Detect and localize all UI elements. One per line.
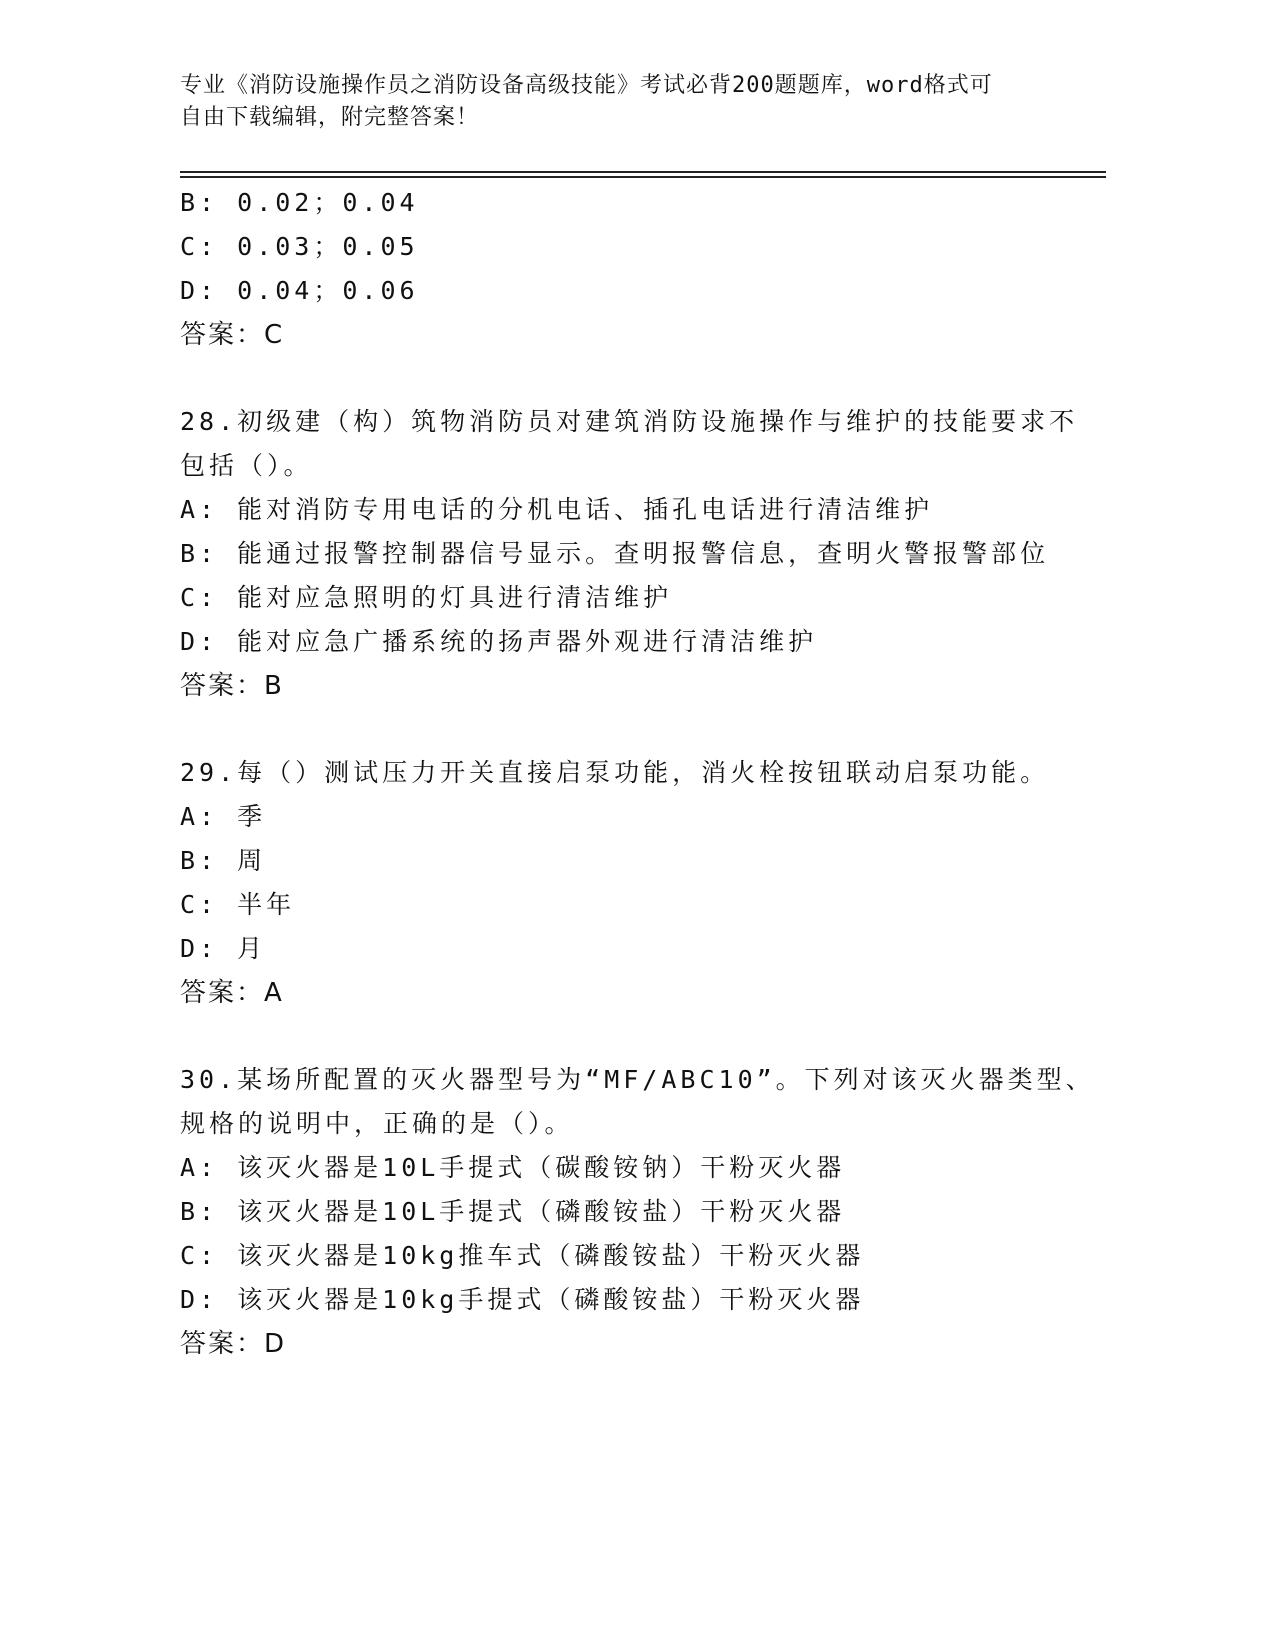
option-b: B: 能通过报警控制器信号显示。查明报警信息，查明火警报警部位 (180, 539, 1050, 568)
option-a: A: 季 (180, 802, 267, 831)
header-rule-bottom (180, 176, 1106, 178)
option-c: C: 半年 (180, 890, 296, 919)
option-c: C: 该灭火器是10kg推车式（磷酸铵盐）干粉灭火器 (180, 1241, 865, 1270)
header-line-2: 自由下载编辑，附完整答案！ (180, 105, 480, 130)
spacer (180, 357, 1100, 400)
option-a: A: 能对消防专用电话的分机电话、插孔电话进行清洁维护 (180, 495, 934, 524)
option-b: B: 该灭火器是10L手提式（磷酸铵盐）干粉灭火器 (180, 1197, 846, 1226)
option-d: D: 能对应急广播系统的扬声器外观进行清洁维护 (180, 627, 818, 656)
question-stem: 规格的说明中，正确的是（）。 (180, 1109, 574, 1138)
previous-question-tail (180, 181, 1100, 357)
question-stem: 29.每（）测试压力开关直接启泵功能，消火栓按钮联动启泵功能。 (180, 758, 1050, 787)
question-content (180, 181, 1100, 1366)
option-c: C: 0.03；0.05 (180, 232, 419, 261)
question-28 (180, 400, 1100, 708)
question-stem: 30.某场所配置的灭火器型号为“MF/ABC10”。下列对该灭火器类型、 (180, 1065, 1095, 1094)
option-c: C: 能对应急照明的灯具进行清洁维护 (180, 583, 673, 612)
option-b: B: 0.02；0.04 (180, 188, 419, 217)
question-29 (180, 751, 1100, 1015)
spacer (180, 1015, 1100, 1058)
header-line-1: 专业《消防设施操作员之消防设备高级技能》考试必背200题题库，word格式可 (180, 73, 993, 98)
question-stem: 包括（）。 (180, 451, 313, 480)
answer-line: 答案：A (180, 978, 284, 1008)
question-stem: 28.初级建（构）筑物消防员对建筑消防设施操作与维护的技能要求不 (180, 407, 1079, 436)
document-header (180, 70, 1080, 134)
answer-line: 答案：D (180, 1329, 287, 1359)
option-a: A: 该灭火器是10L手提式（碳酸铵钠）干粉灭火器 (180, 1153, 846, 1182)
option-b: B: 周 (180, 846, 267, 875)
option-d: D: 月 (180, 934, 267, 963)
option-d: D: 0.04；0.06 (180, 276, 419, 305)
option-d: D: 该灭火器是10kg手提式（磷酸铵盐）干粉灭火器 (180, 1285, 865, 1314)
header-rule-top (180, 171, 1106, 173)
answer-line: 答案：C (180, 320, 285, 350)
spacer (180, 708, 1100, 751)
question-30 (180, 1058, 1100, 1366)
answer-line: 答案：B (180, 671, 284, 701)
